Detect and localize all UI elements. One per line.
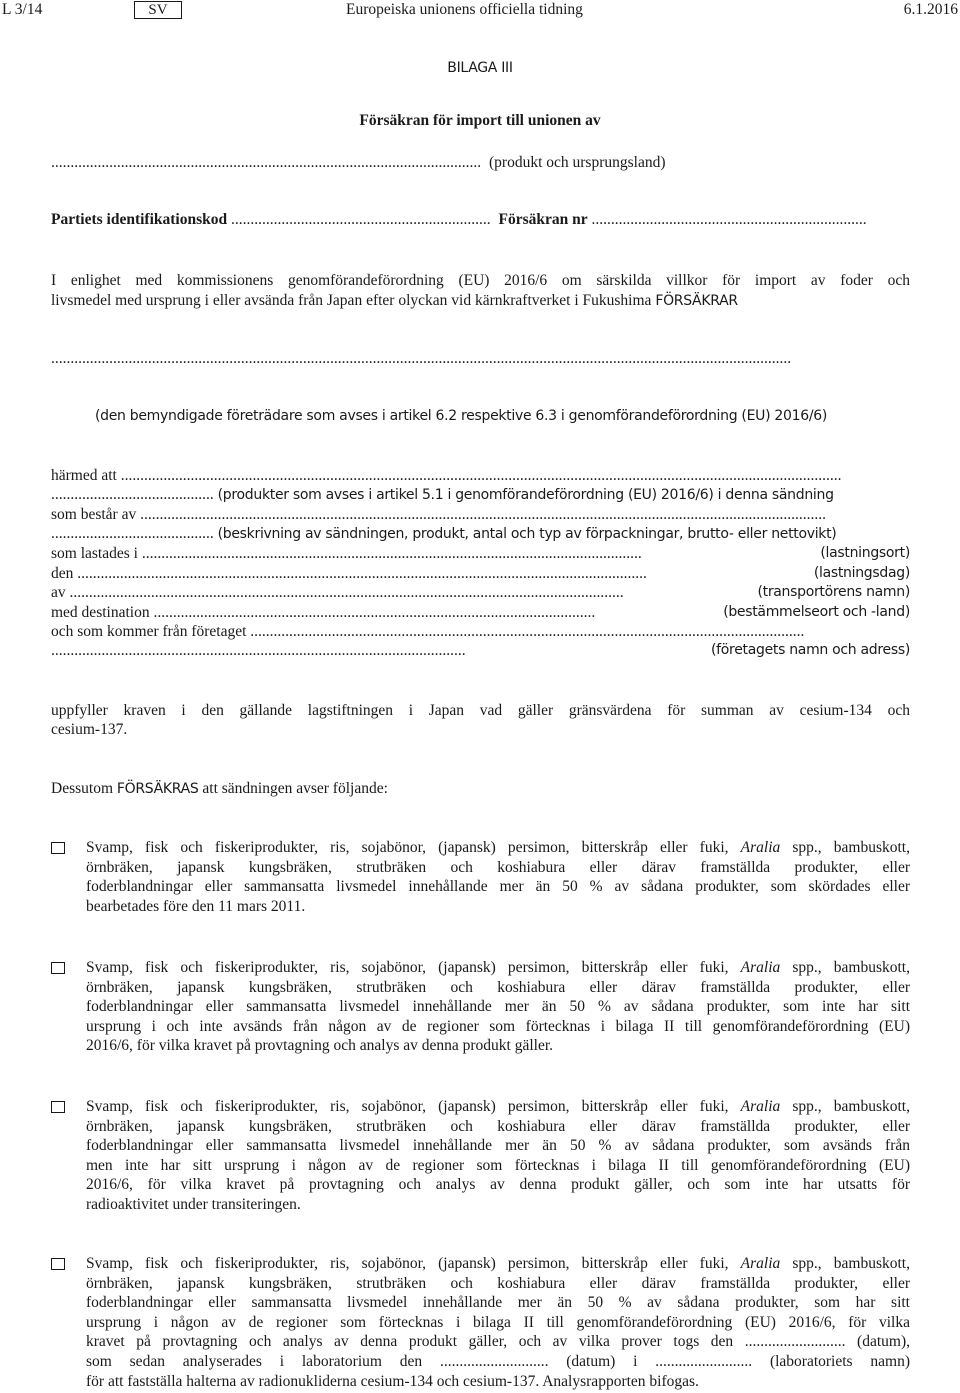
language-code-box: SV [134,1,182,19]
carrier-dots: ............................................................................................................................................... [69,584,624,601]
publication-date: 6.1.2016 [903,1,958,18]
option-line: örnbräken, japansk kungsbräken, strutbräken och koshiabura eller därav framställda produkter, eller [86,858,910,876]
carrier-hint: (transportörens namn) [757,584,910,600]
destination-dots: .................................................................................................................. [153,604,596,621]
description-label: (beskrivning av sändningen, produkt, antal och typ av förpackningar, brutto- eller nettovikt) [217,526,837,542]
option-3-checkbox[interactable] [51,1101,65,1113]
destination-hint: (bestämmelseort och -land) [723,604,910,620]
declaration-title: Försäkran för import till unionen av [359,112,601,129]
option-line: foderblandningar eller sammansatta livsmedel innehållande mer än 50 % av sådana produkter, som inte har sitt [86,998,910,1016]
additional-post: att sändningen avser följande: [202,780,388,797]
loading-date-hint: (lastningsdag) [813,565,910,581]
declaration-number-dots: ....................................................................... [591,211,867,228]
hereby-label: härmed att [51,467,117,484]
option-line: 2016/6, för vilka kravet på provtagning och analys av denna produkt gäller. [86,1037,554,1055]
genus-name: Aralia [740,959,781,976]
loading-date-line [51,564,910,584]
option-line: som sedan analyserades i laboratorium den ............................ (datum) i ......................... (laboratoriets namn) [86,1352,910,1370]
company-line [51,622,910,642]
company-dots: ............................................................................................................................................... [250,623,805,640]
option-line: Svamp, fisk och fiskeriprodukter, ris, sojabönor, (japansk) persimon, bitterskråp eller fuki, Aralia spp., bambuskott, [86,1255,910,1272]
loading-place-dots: ................................................................................................................................. [141,545,642,562]
products-dots: .......................................... [51,486,214,503]
annex-heading: BILAGA III [447,60,513,76]
representative-label: (den bemyndigade företrädare som avses i artikel 6.2 respektive 6.3 i genomförandeförordning (EU) 2016/6) [95,408,828,424]
option-line: Svamp, fisk och fiskeriprodukter, ris, sojabönor, (japansk) persimon, bitterskråp eller fuki, Aralia spp., bambuskott, [86,959,910,976]
intro-line-1: I enlighet med kommissionens genomförandeförordning (EU) 2016/6 om särskilda villkor för import av foder och [51,272,910,289]
option-1-text [86,838,910,916]
journal-name: Europeiska unionens officiella tidning [346,1,583,18]
consists-dots: ................................................................................................................................................................................. [140,506,826,523]
option-line: örnbräken, japansk kungsbräken, strutbräken och koshiabura eller därav framställda produkter, eller [86,978,910,996]
option-line: Svamp, fisk och fiskeriprodukter, ris, sojabönor, (japansk) persimon, bitterskråp eller fuki, Aralia spp., bambuskott, [86,1098,910,1115]
loading-place-line [51,544,910,564]
company-address-line [51,641,910,661]
company-address-hint: (företagets namn och adress) [711,642,910,658]
destination-line [51,603,910,623]
option-4-checkbox[interactable] [51,1258,65,1270]
identification-line [51,210,867,230]
description-dots: .......................................... [51,525,214,542]
consists-label: som består av [51,506,137,523]
option-line: örnbräken, japansk kungsbräken, strutbräken och koshiabura eller därav framställda produkter, eller [86,1117,910,1135]
declares-caps: FÖRSÄKRAR [655,293,738,309]
option-line: men inte har sitt ursprung i någon av de regioner som förtecknas i bilaga II till genomförandeförordning (EU) [86,1156,910,1174]
option-line: bearbetades före den 11 mars 2011. [86,897,306,915]
additional-declaration [51,779,388,800]
compliance-line-2: cesium-137. [51,721,128,738]
loading-date-label: den [51,565,74,582]
genus-name: Aralia [740,839,781,856]
genus-name: Aralia [740,1255,781,1272]
option-line: kravet på provtagning och analys av denna produkt gäller, och av vilka prover togs den .......................... (datum), [86,1333,910,1351]
option-line: foderblandningar eller sammansatta livsmedel innehållande mer än 50 % av sådana produkter, som har sitt [86,1294,910,1312]
product-dots: ............................................................................................................... [51,154,482,171]
option-2-text [86,958,910,1056]
loading-date-dots: ................................................................................................................................................... [77,565,647,582]
product-origin-line [51,153,666,173]
option-line: Svamp, fisk och fiskeriprodukter, ris, sojabönor, (japansk) persimon, bitterskråp eller fuki, Aralia spp., bambuskott, [86,839,910,856]
option-line: 2016/6, för vilka kravet på provtagning och analys av denna produkt gäller, och som inte har utsatts för [86,1176,910,1194]
hereby-line [51,466,910,486]
intro-line-2 [51,291,738,312]
company-address-dots: ........................................................................................................... [51,642,466,659]
destination-label: med destination [51,604,150,621]
consignment-id-dots: ................................................................... [230,211,491,228]
carrier-line [51,583,910,603]
genus-name: Aralia [740,1098,781,1115]
representative-dots: ............................................................................................................................................................................................... [51,350,792,367]
hereby-dots: .......................................................................................................................................................................................... [120,467,842,484]
loading-place-hint: (lastningsort) [820,545,910,561]
company-label: och som kommer från företaget [51,623,247,640]
intro-line-2-text: livsmedel med ursprung i eller avsända från Japan efter olyckan vid kärnkraftverket i Fukushima [51,292,652,309]
products-label: (produkter som avses i artikel 5.1 i genomförandeförordning (EU) 2016/6) i denna sändning [217,487,834,503]
consists-line [51,505,910,525]
additional-pre: Dessutom [51,780,113,797]
consignment-id-label: Partiets identifikationskod [51,211,228,228]
option-line: foderblandningar eller sammansatta livsmedel innehållande mer än 50 % av sådana produkter, som skördades eller [86,878,910,896]
additional-caps: FÖRSÄKRAS [116,781,199,797]
option-line: örnbräken, japansk kungsbräken, strutbräken och koshiabura eller därav framställda produkter, eller [86,1274,910,1292]
declaration-number-label: Försäkran nr [498,211,588,228]
option-1-checkbox[interactable] [51,842,65,854]
option-line: radioaktivitet under transiteringen. [86,1195,301,1213]
products-line [51,485,910,506]
page-reference: L 3/14 [2,1,43,18]
option-4-text [86,1254,910,1391]
option-line: för att fastställa halterna av radionukliderna cesium-134 och cesium-137. Analysrapporten bifogas. [86,1372,699,1390]
option-line: ursprung i någon av de regioner som förtecknas i bilaga II till genomförandeförordning (EU) 2016/6, för vilka [86,1313,910,1331]
description-line [51,524,910,545]
carrier-label: av [51,584,66,601]
option-2-checkbox[interactable] [51,962,65,974]
compliance-line-1: uppfyller kraven i den gällande lagstiftningen i Japan vad gäller gränsvärdena för summan av cesium-134 och [51,702,910,719]
loading-place-label: som lastades i [51,545,138,562]
option-line: foderblandningar eller sammansatta livsmedel innehållande mer än 50 % av sådana produkter, som avsänds från [86,1137,910,1155]
product-origin-label: (produkt och ursprungsland) [489,154,666,171]
option-line: ursprung i och inte avsänds från någon av de regioner som förtecknas i bilaga II till genomförandeförordning (EU) [86,1017,910,1035]
option-3-text [86,1097,910,1215]
